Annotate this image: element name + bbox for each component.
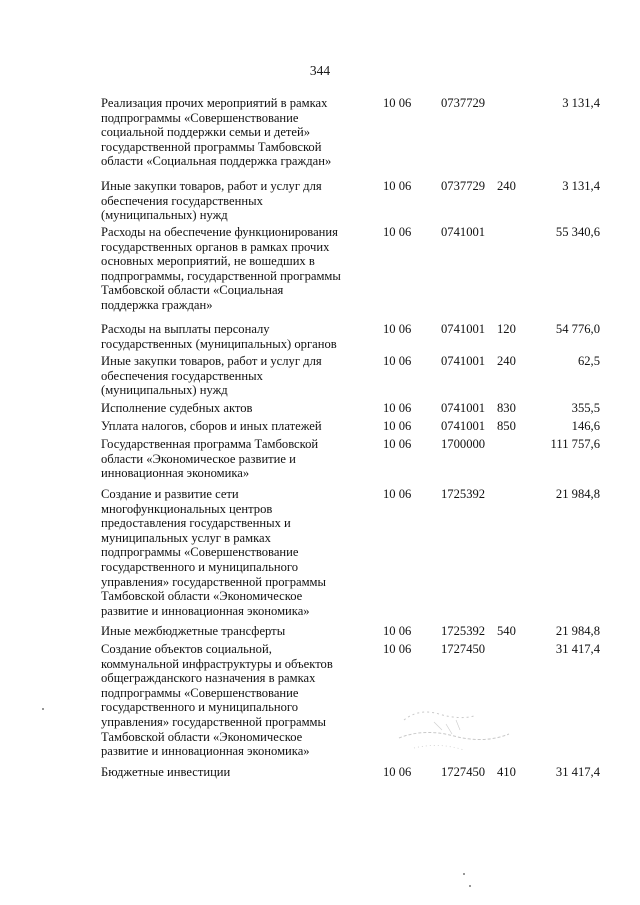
- table-row: [0, 765, 640, 783]
- row-name: Создание и развитие сети многофункциональных центров предоставления государственных и муниципальных услуг в рамках подпрограммы «Совершенствование государственного и муниципального управления» государственной программы Тамбовской области «Экономическое развитие и инновационная экономика»: [101, 487, 326, 618]
- table-row: [0, 401, 640, 419]
- row-name: Реализация прочих мероприятий в рамках подпрограммы «Совершенствование социальной поддержки семьи и детей» государственной программы Тамбовской области «Социальная поддержка граждан»: [101, 96, 332, 169]
- budget-table: [0, 96, 640, 783]
- row-expense-type-code: 240: [497, 179, 516, 193]
- row-name: Бюджетные инвестиции: [101, 765, 231, 779]
- row-target-code: 1725392: [441, 487, 486, 501]
- row-section-code: 10 06: [383, 225, 412, 239]
- row-name: Расходы на выплаты персоналу государственных (муниципальных) органов: [101, 322, 337, 351]
- table-row: [0, 642, 640, 765]
- row-section-code: 10 06: [383, 322, 412, 336]
- row-target-code: 1725392: [441, 624, 486, 638]
- row-section-code: 10 06: [383, 765, 412, 779]
- row-expense-type-code: 850: [497, 419, 516, 433]
- row-amount: 111 757,6: [550, 437, 600, 451]
- row-section-code: 10 06: [383, 487, 412, 501]
- row-target-code: 1727450: [441, 765, 486, 779]
- row-target-code: 0737729: [441, 179, 486, 193]
- page-number: 344: [309, 63, 331, 78]
- table-row: [0, 437, 640, 487]
- row-amount: 355,5: [571, 401, 600, 415]
- row-expense-type-code: 410: [497, 765, 516, 779]
- row-amount: 21 984,8: [555, 487, 600, 501]
- row-name: Иные межбюджетные трансферты: [101, 624, 286, 638]
- row-target-code: 0741001: [441, 419, 486, 433]
- row-section-code: 10 06: [383, 624, 412, 638]
- scan-speck: [42, 708, 44, 710]
- row-section-code: 10 06: [383, 642, 412, 656]
- row-amount: 21 984,8: [555, 624, 600, 638]
- row-name: Уплата налогов, сборов и иных платежей: [101, 419, 322, 433]
- row-target-code: 1727450: [441, 642, 486, 656]
- table-row: [0, 179, 640, 225]
- row-amount: 55 340,6: [555, 225, 600, 239]
- row-name: Иные закупки товаров, работ и услуг для обеспечения государственных (муниципальных) нужд: [101, 354, 322, 398]
- row-amount: 3 131,4: [562, 96, 600, 110]
- row-section-code: 10 06: [383, 354, 412, 368]
- row-name: Исполнение судебных актов: [101, 401, 253, 415]
- row-amount: 31 417,4: [555, 765, 600, 779]
- row-target-code: 0741001: [441, 322, 486, 336]
- table-row: [0, 96, 640, 179]
- row-name: Иные закупки товаров, работ и услуг для обеспечения государственных (муниципальных) нужд: [101, 179, 322, 223]
- row-amount: 62,5: [577, 354, 600, 368]
- table-row: [0, 487, 640, 624]
- row-amount: 146,6: [571, 419, 600, 433]
- table-row: [0, 354, 640, 401]
- row-expense-type-code: 540: [497, 624, 516, 638]
- row-section-code: 10 06: [383, 179, 412, 193]
- scan-speck: [469, 885, 471, 887]
- row-target-code: 1700000: [441, 437, 486, 451]
- row-section-code: 10 06: [383, 419, 412, 433]
- table-row: [0, 419, 640, 437]
- row-name: Государственная программа Тамбовской области «Экономическое развитие и инновационная экономика»: [101, 437, 319, 481]
- row-amount: 54 776,0: [555, 322, 600, 336]
- row-amount: 3 131,4: [562, 179, 600, 193]
- row-target-code: 0737729: [441, 96, 486, 110]
- row-expense-type-code: 830: [497, 401, 516, 415]
- row-expense-type-code: 240: [497, 354, 516, 368]
- row-name: Расходы на обеспечение функционирования государственных органов в рамках прочих основных мероприятий, не вошедших в подпрограммы, государственной программы Тамбовской области «Социальная поддержка граждан»: [101, 225, 341, 312]
- scan-speck: [463, 873, 465, 875]
- table-row: [0, 322, 640, 354]
- row-target-code: 0741001: [441, 225, 486, 239]
- faded-stamp-mark: [394, 700, 514, 760]
- row-section-code: 10 06: [383, 96, 412, 110]
- table-row: [0, 624, 640, 642]
- row-target-code: 0741001: [441, 401, 486, 415]
- row-section-code: 10 06: [383, 437, 412, 451]
- table-row: [0, 225, 640, 322]
- row-section-code: 10 06: [383, 401, 412, 415]
- row-expense-type-code: 120: [497, 322, 516, 336]
- row-name: Создание объектов социальной, коммунальной инфраструктуры и объектов общегражданского назначения в рамках подпрограммы «Совершенствование государственного и муниципального управления» государственной программы Тамбовской области «Экономическое развитие и инновационная экономика»: [101, 642, 333, 759]
- row-amount: 31 417,4: [555, 642, 600, 656]
- row-target-code: 0741001: [441, 354, 486, 368]
